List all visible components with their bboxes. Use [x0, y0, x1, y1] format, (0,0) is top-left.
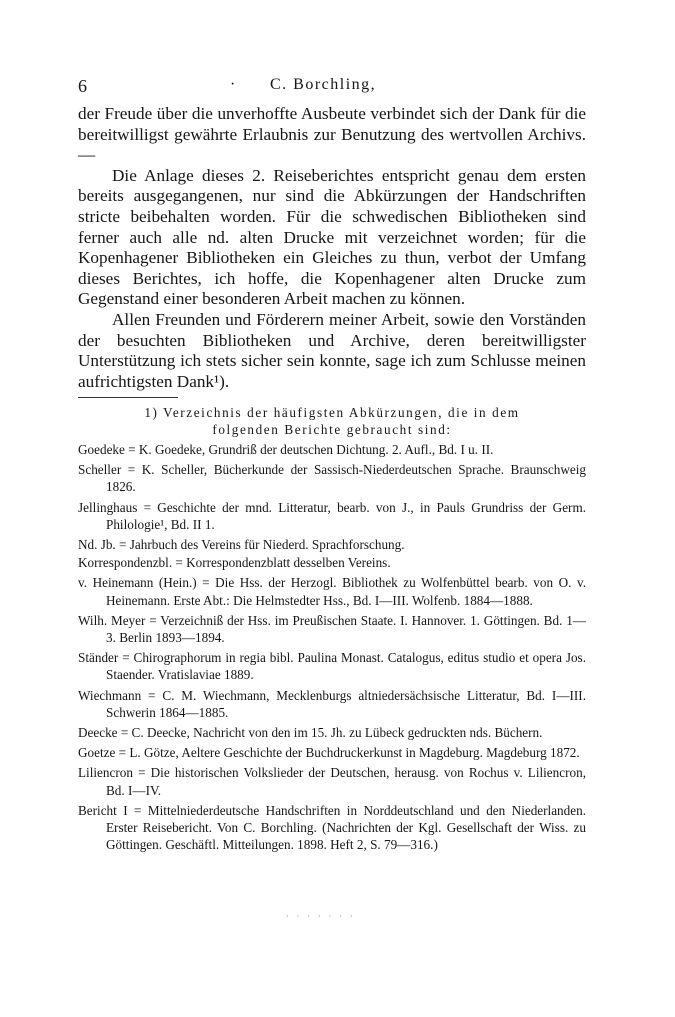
- print-specks: · · · · · · ·: [286, 912, 356, 921]
- abbreviation-entry: Korrespondenzbl. = Korrespondenzblatt desselben Vereins.: [78, 555, 391, 571]
- main-text: [78, 104, 586, 392]
- abbreviation-entry: Wiechmann = C. M. Wiechmann, Mecklenburgs altniedersächsische Litteratur, Bd. I—III. Schwerin 1864—1885.: [78, 687, 586, 720]
- header-dot: ·: [230, 76, 236, 93]
- abbreviation-entry: Liliencron = Die historischen Volkslieder der Deutschen, herausg. von Rochus v. Liliencron, Bd. I—IV.: [78, 765, 586, 798]
- running-head: C. Borchling,: [270, 76, 377, 93]
- abbreviation-entry: Jellinghaus = Geschichte der mnd. Litteratur, bearb. von J., in Pauls Grundriss der Germ. Philologie¹, Bd. II 1.: [78, 499, 586, 532]
- paragraph-2: Die Anlage dieses 2. Reiseberichtes entspricht genau dem ersten bereits ausgegangenen, nur sind die Abkürzungen der Handschriften stricte beibehalten worden. Für die schwedischen Bibliotheken sind ferner auch alle nd. alten Drucke mit verzeichnet worden; für die Kopenhagener Bibliotheken ein Gleiches zu thun, verbot der Umfang dieses Berichtes, ich hoffe, die Kopenhagener alten Drucke zum Gegenstand einer besonderen Arbeit machen zu können.: [78, 165, 586, 309]
- footnote-heading: [78, 404, 586, 438]
- abbreviation-entry: Bericht I = Mittelniederdeutsche Handschriften in Norddeutschland und den Niederlanden. Erster Reisebericht. Von C. Borchling. (Nachrichten der Kgl. Gesellschaft der Wiss. zu Göttingen. Geschäftl. Mitteilungen. 1898. Heft 2, S. 79—316.): [78, 802, 586, 853]
- footnote-rule: [78, 397, 178, 398]
- page-header: [0, 0, 675, 100]
- abbreviation-entry: Goetze = L. Götze, Aeltere Geschichte der Buchdruckerkunst in Magdeburg. Magdeburg 1872.: [78, 745, 580, 761]
- footnote-heading-line-2: folgenden Berichte gebraucht sind:: [212, 422, 452, 437]
- abbreviation-entry: Ständer = Chirographorum in regia bibl. Paulina Monast. Catalogus, editus studio et opera Jos. Staender. Vratislaviae 1889.: [78, 650, 586, 683]
- abbreviation-entry: Nd. Jb. = Jahrbuch des Vereins für Niederd. Sprachforschung.: [78, 537, 405, 553]
- paragraph-1: der Freude über die unverhoffte Ausbeute verbindet sich der Dank für die bereitwilligst gewährte Erlaubnis zur Benutzung des wertvollen Archivs. —: [78, 104, 586, 165]
- page-number: 6: [78, 76, 87, 96]
- abbreviation-entry: Deecke = C. Deecke, Nachricht von den im 15. Jh. zu Lübeck gedruckten nds. Büchern.: [78, 725, 543, 741]
- footnote-block: [78, 404, 586, 856]
- paragraph-3: Allen Freunden und Förderern meiner Arbeit, sowie den Vorständen der besuchten Bibliotheken und Archive, deren bereitwilligster Unterstützung ich stets sicher sein konnte, sage ich zum Schlusse meinen aufrichtigsten Dank¹).: [78, 309, 586, 391]
- abbreviation-entry: v. Heinemann (Hein.) = Die Hss. der Herzogl. Bibliothek zu Wolfenbüttel bearb. von O. v. Heinemann. Erste Abt.: Die Helmstedter Hss., Bd. I—III. Wolfenb. 1884—1888.: [78, 575, 586, 608]
- abbreviation-entry: Wilh. Meyer = Verzeichniß der Hss. im Preußischen Staate. I. Hannover. 1. Göttingen. Bd. 1—3. Berlin 1893—1894.: [78, 612, 586, 646]
- abbreviation-entry: Goedeke = K. Goedeke, Grundriß der deutschen Dichtung. 2. Aufl., Bd. I u. II.: [78, 442, 494, 457]
- footnote-heading-line-1: 1) Verzeichnis der häufigsten Abkürzungen, die in dem: [144, 405, 520, 420]
- abbreviation-entry: Scheller = K. Scheller, Bücherkunde der Sassisch-Niederdeutschen Sprache. Braunschweig 1826.: [78, 462, 586, 495]
